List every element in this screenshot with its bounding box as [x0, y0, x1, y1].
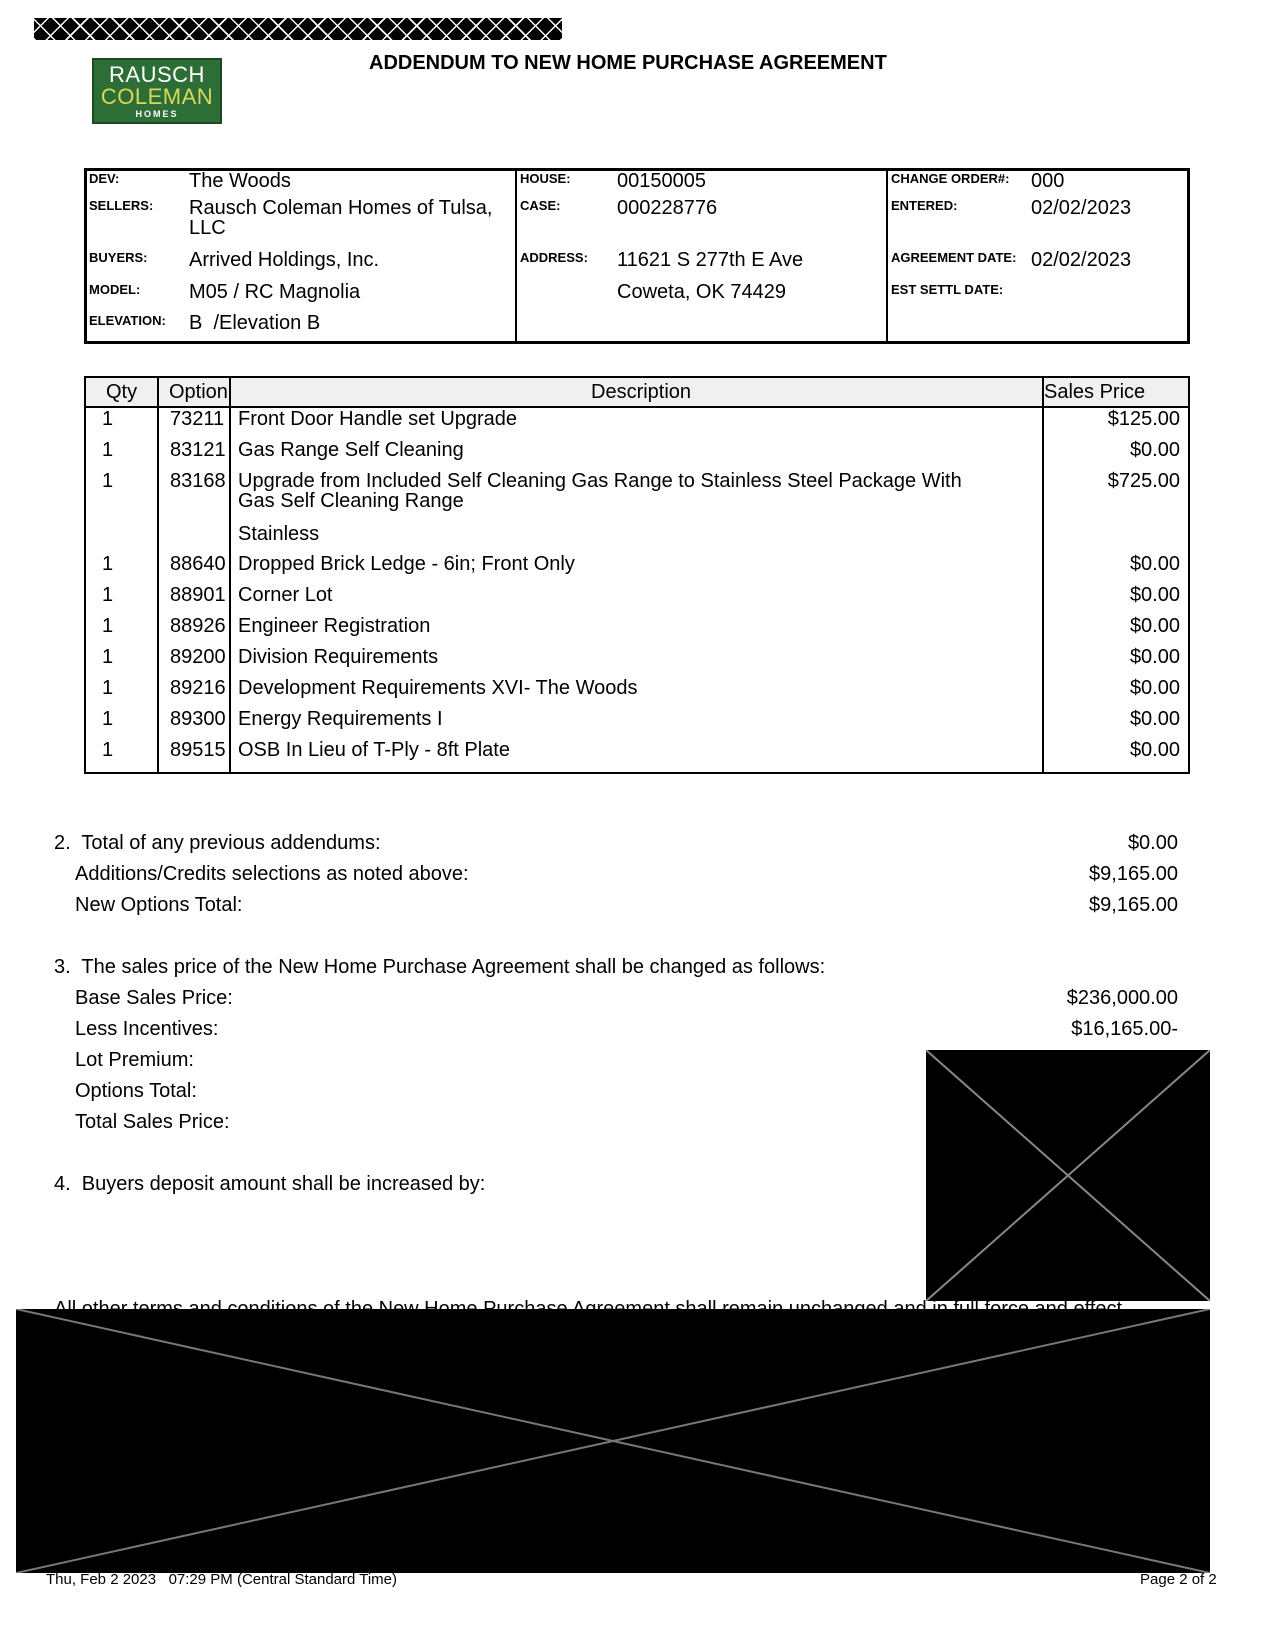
house-value: 00150005: [617, 170, 706, 192]
table-row: [86, 584, 1188, 615]
row-qty: 1: [102, 584, 114, 606]
table-row: [86, 646, 1188, 677]
table-row: [86, 408, 1188, 439]
row-qty: 1: [102, 470, 114, 492]
header-option: Option: [169, 381, 228, 403]
row-option: 83168: [170, 470, 226, 492]
table-row: [86, 708, 1188, 739]
change-order-value: 000: [1031, 170, 1065, 192]
row-option: 88901: [170, 584, 226, 606]
row-option: 73211: [170, 408, 225, 430]
row-price: $0.00: [1129, 708, 1180, 730]
elevation-value: B /Elevation B: [189, 312, 321, 334]
redaction-strip: [34, 18, 562, 40]
row-option: 89515: [170, 739, 226, 761]
address-line-2: Coweta, OK 74429: [617, 281, 786, 303]
total-sales-price-label: Total Sales Price:: [75, 1111, 230, 1133]
row-qty: 1: [102, 708, 114, 730]
new-options-total-amount: $9,165.00: [1089, 894, 1178, 916]
entered-value: 02/02/2023: [1031, 197, 1132, 219]
header-description: Description: [591, 381, 692, 403]
row-description: Upgrade from Included Self Cleaning Gas Range to Stainless Steel Package With: [238, 470, 962, 492]
row-price: $0.00: [1129, 677, 1180, 699]
row-option: 88926: [170, 615, 226, 637]
redaction-cross-icon: [926, 1050, 1210, 1301]
est-settl-date-label: EST SETTL DATE:: [891, 282, 1004, 297]
table-row: [86, 553, 1188, 584]
section-2-title: 2. Total of any previous addendums:: [54, 832, 381, 854]
sellers-label: SELLERS:: [89, 198, 154, 213]
less-incentives-amount: $16,165.00-: [1071, 1018, 1178, 1040]
previous-addendums-amount: $0.00: [1127, 832, 1178, 854]
address-line-1: 11621 S 277th E Ave: [617, 249, 804, 271]
row-description: Gas Range Self Cleaning: [238, 439, 464, 461]
logo-line-3: HOMES: [135, 109, 179, 119]
row-description: Corner Lot: [238, 584, 333, 606]
house-label: HOUSE:: [520, 171, 571, 186]
row-qty: 1: [102, 439, 114, 461]
footer-page-number: Page 2 of 2: [1140, 1571, 1217, 1588]
base-sales-price-amount: $236,000.00: [1066, 987, 1178, 1009]
row-description: Engineer Registration: [238, 615, 431, 637]
section-4-title: 4. Buyers deposit amount shall be increased by:: [54, 1173, 486, 1195]
row-option: 89200: [170, 646, 226, 668]
dev-value: The Woods: [189, 170, 291, 192]
agreement-date-label: AGREEMENT DATE:: [891, 250, 1017, 265]
row-price: $725.00: [1107, 470, 1180, 492]
agreement-date-value: 02/02/2023: [1031, 249, 1132, 271]
change-order-label: CHANGE ORDER#:: [891, 171, 1010, 186]
info-divider: [886, 171, 888, 341]
address-label: ADDRESS:: [520, 250, 588, 265]
redaction-box: [926, 1050, 1210, 1301]
logo-line-1: RAUSCH: [109, 62, 205, 87]
row-qty: 1: [102, 615, 114, 637]
row-price: $0.00: [1129, 439, 1180, 461]
info-divider: [515, 171, 517, 341]
row-price: $0.00: [1129, 646, 1180, 668]
row-option: 89300: [170, 708, 226, 730]
less-incentives-label: Less Incentives:: [75, 1018, 219, 1040]
model-label: MODEL:: [89, 282, 141, 297]
row-description: Dropped Brick Ledge - 6in; Front Only: [238, 553, 575, 575]
lot-premium-label: Lot Premium:: [75, 1049, 194, 1071]
elevation-label: ELEVATION:: [89, 313, 166, 328]
row-price: $0.00: [1129, 584, 1180, 606]
row-qty: 1: [102, 408, 114, 430]
row-option: 83121: [170, 439, 226, 461]
footer-timestamp: Thu, Feb 2 2023 07:29 PM (Central Standard Time): [46, 1571, 398, 1588]
entered-label: ENTERED:: [891, 198, 958, 213]
row-description: Energy Requirements I: [238, 708, 443, 730]
header-sales-price: Sales Price: [1044, 381, 1146, 403]
row-option: 88640: [170, 553, 226, 575]
agreement-info-box: [84, 168, 1190, 344]
row-description: Stainless: [238, 523, 320, 545]
row-price: $0.00: [1129, 553, 1180, 575]
additions-credits-amount: $9,165.00: [1089, 863, 1178, 885]
buyers-label: BUYERS:: [89, 250, 148, 265]
table-row: [86, 439, 1188, 470]
sellers-value: Rausch Coleman Homes of Tulsa,: [189, 197, 493, 219]
row-description: OSB In Lieu of T-Ply - 8ft Plate: [238, 739, 510, 761]
base-sales-price-label: Base Sales Price:: [75, 987, 233, 1009]
row-price: $0.00: [1129, 615, 1180, 637]
row-description: Division Requirements: [238, 646, 439, 668]
redaction-cross-icon: [16, 1309, 1210, 1573]
table-row: [86, 739, 1188, 770]
redaction-box: [16, 1309, 1210, 1573]
new-options-total-label: New Options Total:: [75, 894, 243, 916]
sellers-value-cont: LLC: [189, 217, 226, 239]
logo-line-2: COLEMAN: [100, 84, 214, 109]
document-title: ADDENDUM TO NEW HOME PURCHASE AGREEMENT: [369, 52, 887, 74]
model-value: M05 / RC Magnolia: [189, 281, 361, 303]
row-price: $125.00: [1107, 408, 1180, 430]
row-qty: 1: [102, 553, 114, 575]
row-description-cont: Gas Self Cleaning Range: [238, 490, 464, 512]
case-label: CASE:: [520, 198, 561, 213]
row-description: Development Requirements XVI- The Woods: [238, 677, 638, 699]
table-row: [86, 523, 1188, 554]
case-value: 000228776: [617, 197, 718, 219]
options-table: [84, 376, 1190, 774]
dev-label: DEV:: [89, 171, 120, 186]
table-row: [86, 615, 1188, 646]
row-option: 89216: [170, 677, 226, 699]
row-description: Front Door Handle set Upgrade: [238, 408, 518, 430]
row-qty: 1: [102, 677, 114, 699]
company-logo: [92, 58, 222, 124]
buyers-value: Arrived Holdings, Inc.: [189, 249, 380, 271]
row-qty: 1: [102, 646, 114, 668]
row-price: $0.00: [1129, 739, 1180, 761]
table-row: [86, 470, 1188, 522]
row-qty: 1: [102, 739, 114, 761]
additions-credits-label: Additions/Credits selections as noted above:: [75, 863, 469, 885]
table-row: [86, 677, 1188, 708]
header-qty: Qty: [106, 381, 138, 403]
section-3-title: 3. The sales price of the New Home Purchase Agreement shall be changed as follows:: [54, 956, 826, 978]
table-header: [86, 378, 1188, 408]
options-total-label: Options Total:: [75, 1080, 197, 1102]
